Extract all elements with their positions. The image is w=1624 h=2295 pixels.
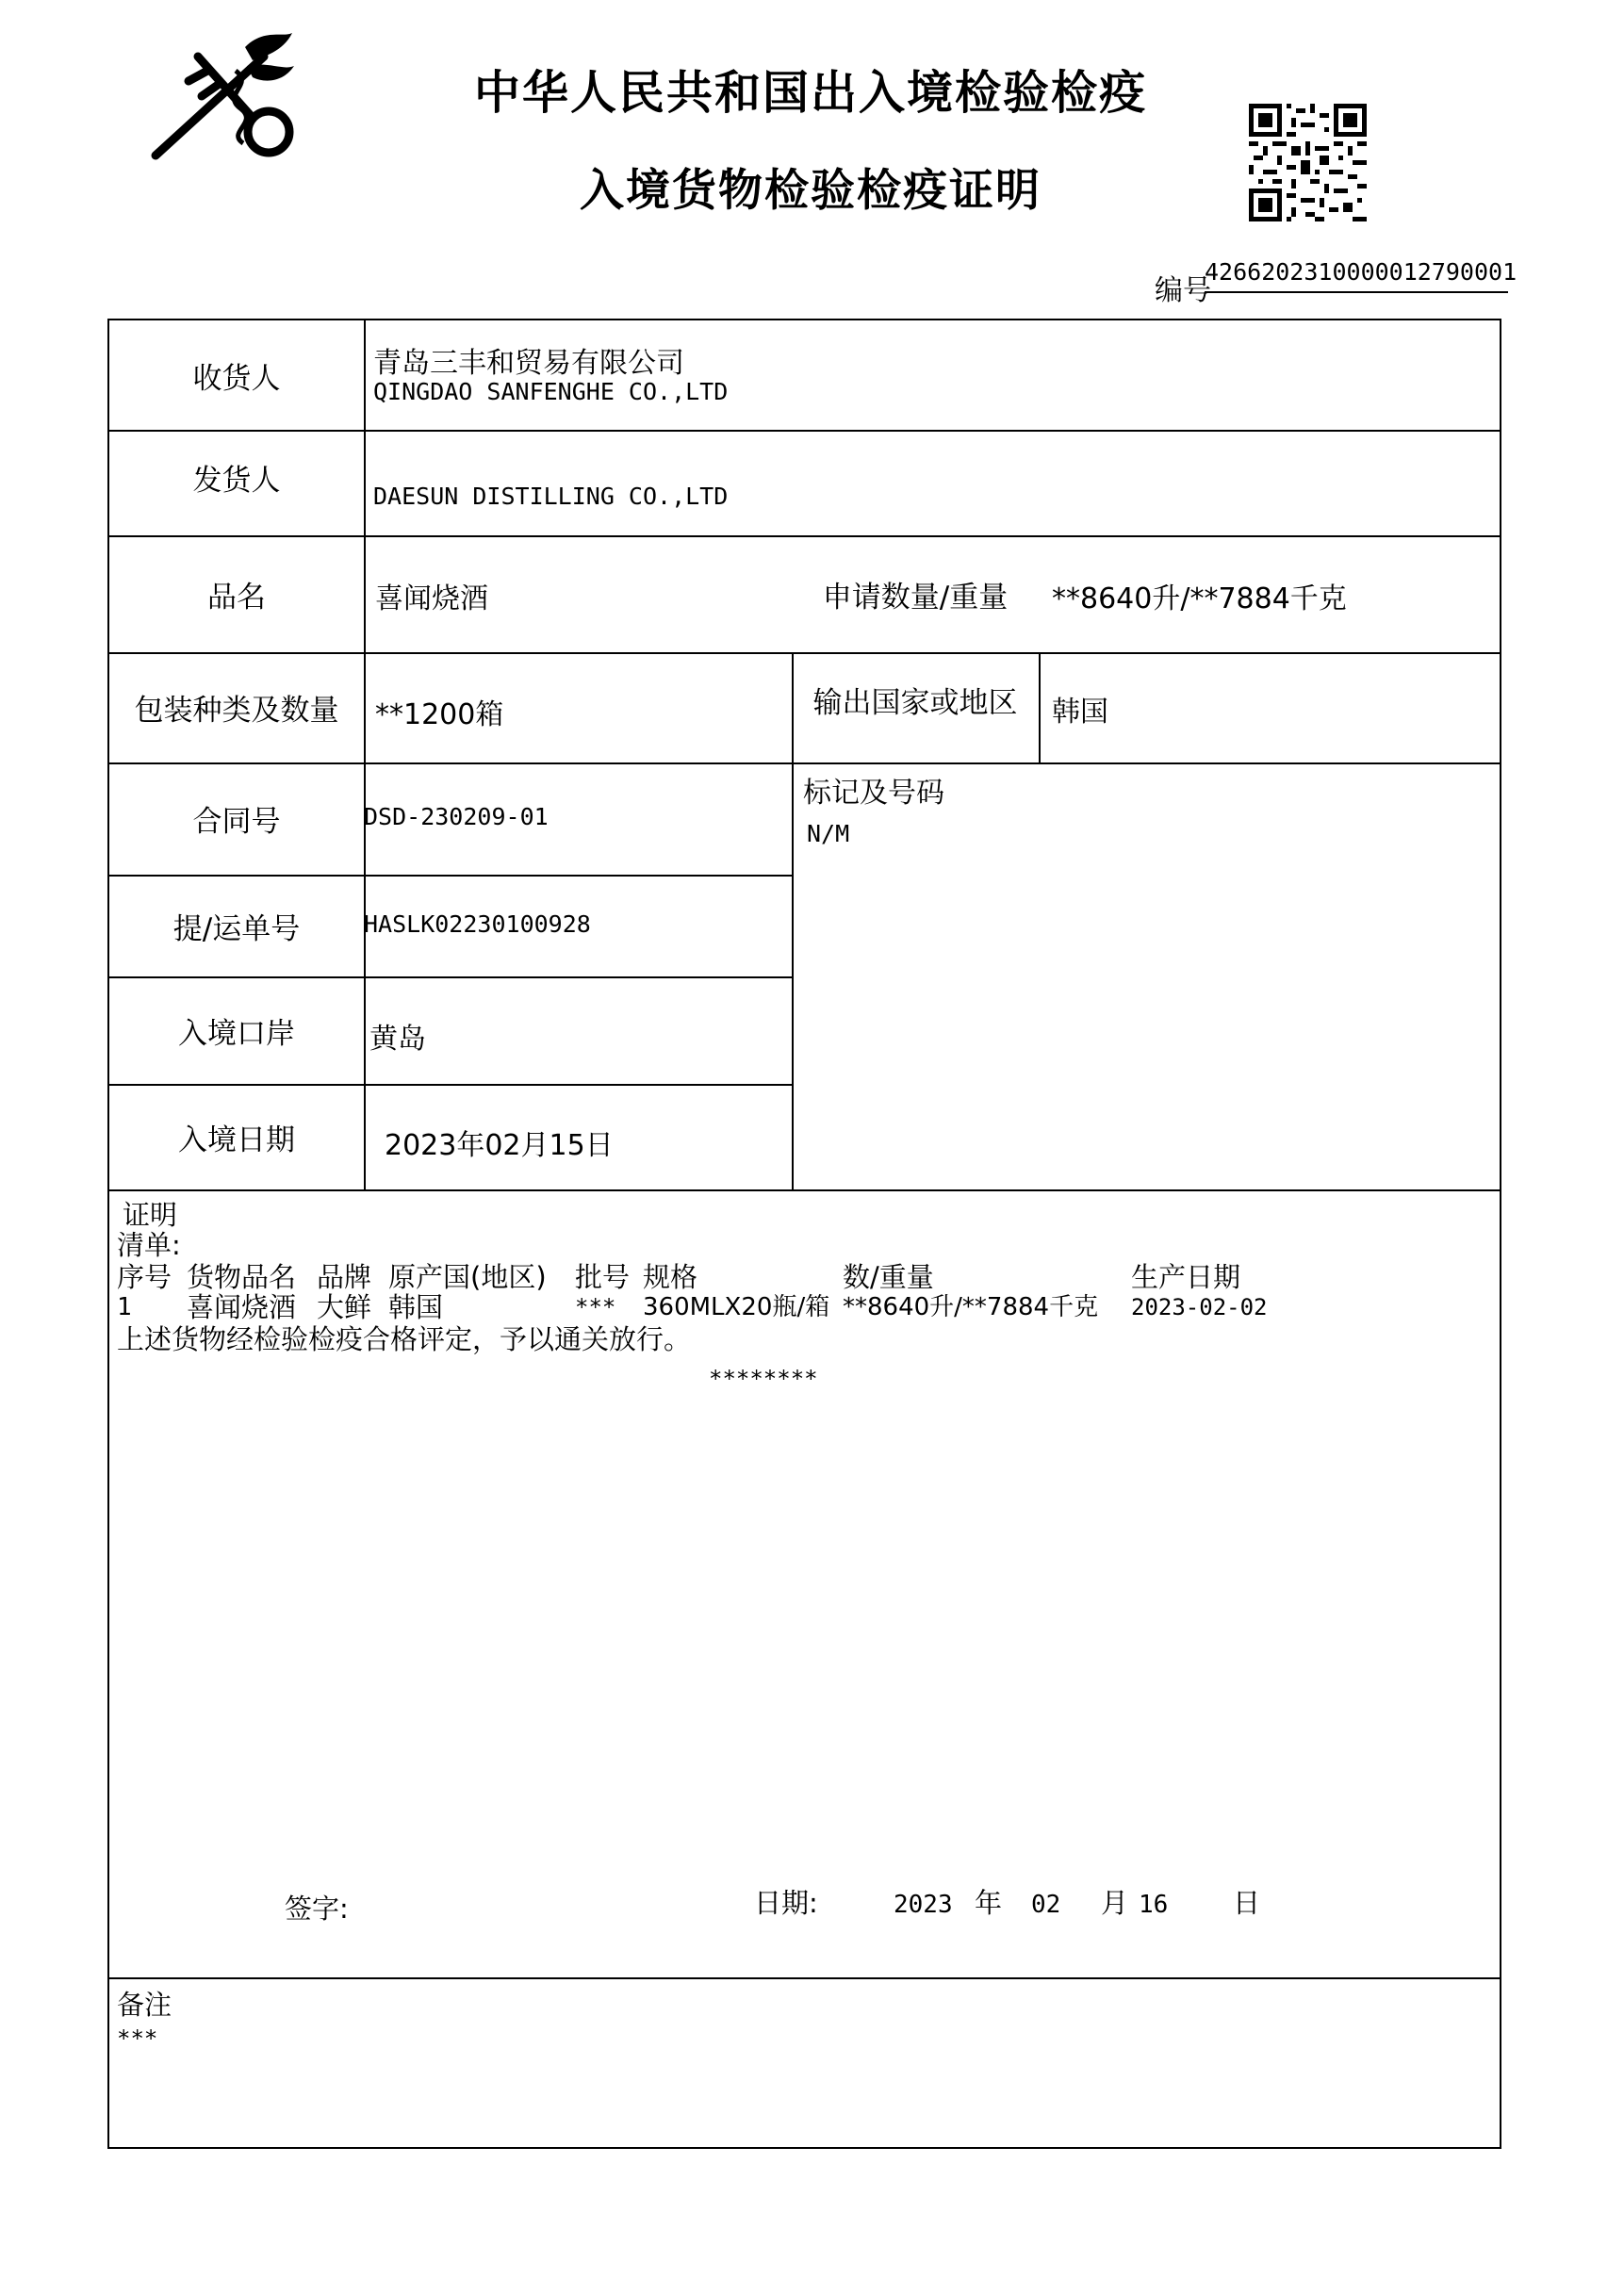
quantity-label: 申请数量/重量	[822, 580, 1009, 615]
issue-month-unit: 月	[1101, 1887, 1129, 1919]
contract-label: 合同号	[192, 805, 281, 839]
list-row-batch: ***	[575, 1294, 616, 1320]
list-row-prod-date: 2023-02-02	[1131, 1294, 1268, 1320]
list-col-spec: 规格	[643, 1261, 698, 1293]
certificate-heading: 证明	[123, 1199, 178, 1231]
certificate-form	[107, 319, 1501, 2149]
issue-day-unit: 日	[1233, 1887, 1261, 1919]
list-col-batch: 批号	[575, 1261, 631, 1293]
list-row-product: 喜闻烧酒	[187, 1291, 297, 1323]
product-label: 品名	[207, 580, 266, 615]
list-col-origin: 原产国(地区)	[388, 1261, 547, 1293]
issue-year: 2023	[894, 1891, 953, 1919]
issue-date-label: 日期:	[754, 1887, 818, 1919]
list-col-product: 货物品名	[187, 1261, 297, 1293]
marks-value: N/M	[807, 820, 850, 847]
qr-code-icon	[1249, 104, 1367, 221]
package-label: 包装种类及数量	[134, 694, 339, 728]
cert-number: 4266202310000012790001	[1205, 258, 1508, 293]
issue-year-unit: 年	[975, 1887, 1003, 1919]
list-row-qty: **8640升/**7884千克	[843, 1293, 1099, 1321]
remarks-label: 备注	[117, 1989, 172, 2021]
col-divider	[364, 320, 366, 1189]
consignee-name-cn: 青岛三丰和贸易有限公司	[373, 347, 684, 380]
entry-port-label: 入境口岸	[178, 1016, 295, 1051]
col-divider	[1039, 652, 1041, 762]
consignee-name-en: QINGDAO SANFENGHE CO.,LTD	[373, 378, 729, 405]
bill-of-lading-number: HASLK02230100928	[364, 910, 591, 938]
certificate-end-mark: ********	[709, 1366, 818, 1392]
marks-label: 标记及号码	[803, 777, 944, 810]
origin-value: 韩国	[1052, 696, 1108, 729]
customs-emblem-icon	[141, 28, 302, 170]
entry-port-value: 黄岛	[369, 1023, 426, 1056]
document-subtitle: 入境货物检验检疫证明	[580, 165, 1042, 217]
consignor-name: DAESUN DISTILLING CO.,LTD	[373, 483, 729, 510]
package-value: **1200箱	[375, 698, 504, 731]
entry-date-value: 2023年02月15日	[385, 1129, 614, 1162]
row-divider	[109, 1189, 1500, 1191]
issue-day: 16	[1139, 1891, 1169, 1919]
document-title: 中华人民共和国出入境检验检疫	[473, 66, 1147, 120]
origin-label: 输出国家或地区	[812, 685, 1018, 720]
list-heading: 清单:	[117, 1229, 181, 1261]
list-col-qty: 数/重量	[843, 1261, 934, 1293]
consignor-label: 发货人	[192, 463, 281, 498]
entry-date-label: 入境日期	[178, 1123, 295, 1157]
remarks-value: ***	[117, 2025, 158, 2052]
cert-number-label: 编号	[1155, 274, 1211, 307]
certificate-statement: 上述货物经检验检疫合格评定，予以通关放行。	[117, 1323, 692, 1355]
list-col-prod-date: 生产日期	[1131, 1261, 1241, 1293]
product-name: 喜闻烧酒	[375, 582, 488, 615]
contract-number: DSD-230209-01	[364, 803, 549, 830]
issue-month: 02	[1031, 1891, 1061, 1919]
bill-of-lading-label: 提/运单号	[172, 911, 301, 946]
list-row-brand: 大鲜	[317, 1291, 372, 1323]
list-row-seq: 1	[117, 1293, 132, 1321]
quantity-value: **8640升/**7884千克	[1052, 582, 1347, 615]
list-row-spec: 360MLX20瓶/箱	[643, 1293, 830, 1321]
list-col-brand: 品牌	[317, 1261, 372, 1293]
signature-label: 签字:	[285, 1893, 349, 1925]
list-col-seq: 序号	[117, 1261, 172, 1293]
consignee-label: 收货人	[192, 361, 281, 396]
row-divider	[109, 1977, 1500, 1979]
list-row-origin: 韩国	[388, 1291, 444, 1323]
